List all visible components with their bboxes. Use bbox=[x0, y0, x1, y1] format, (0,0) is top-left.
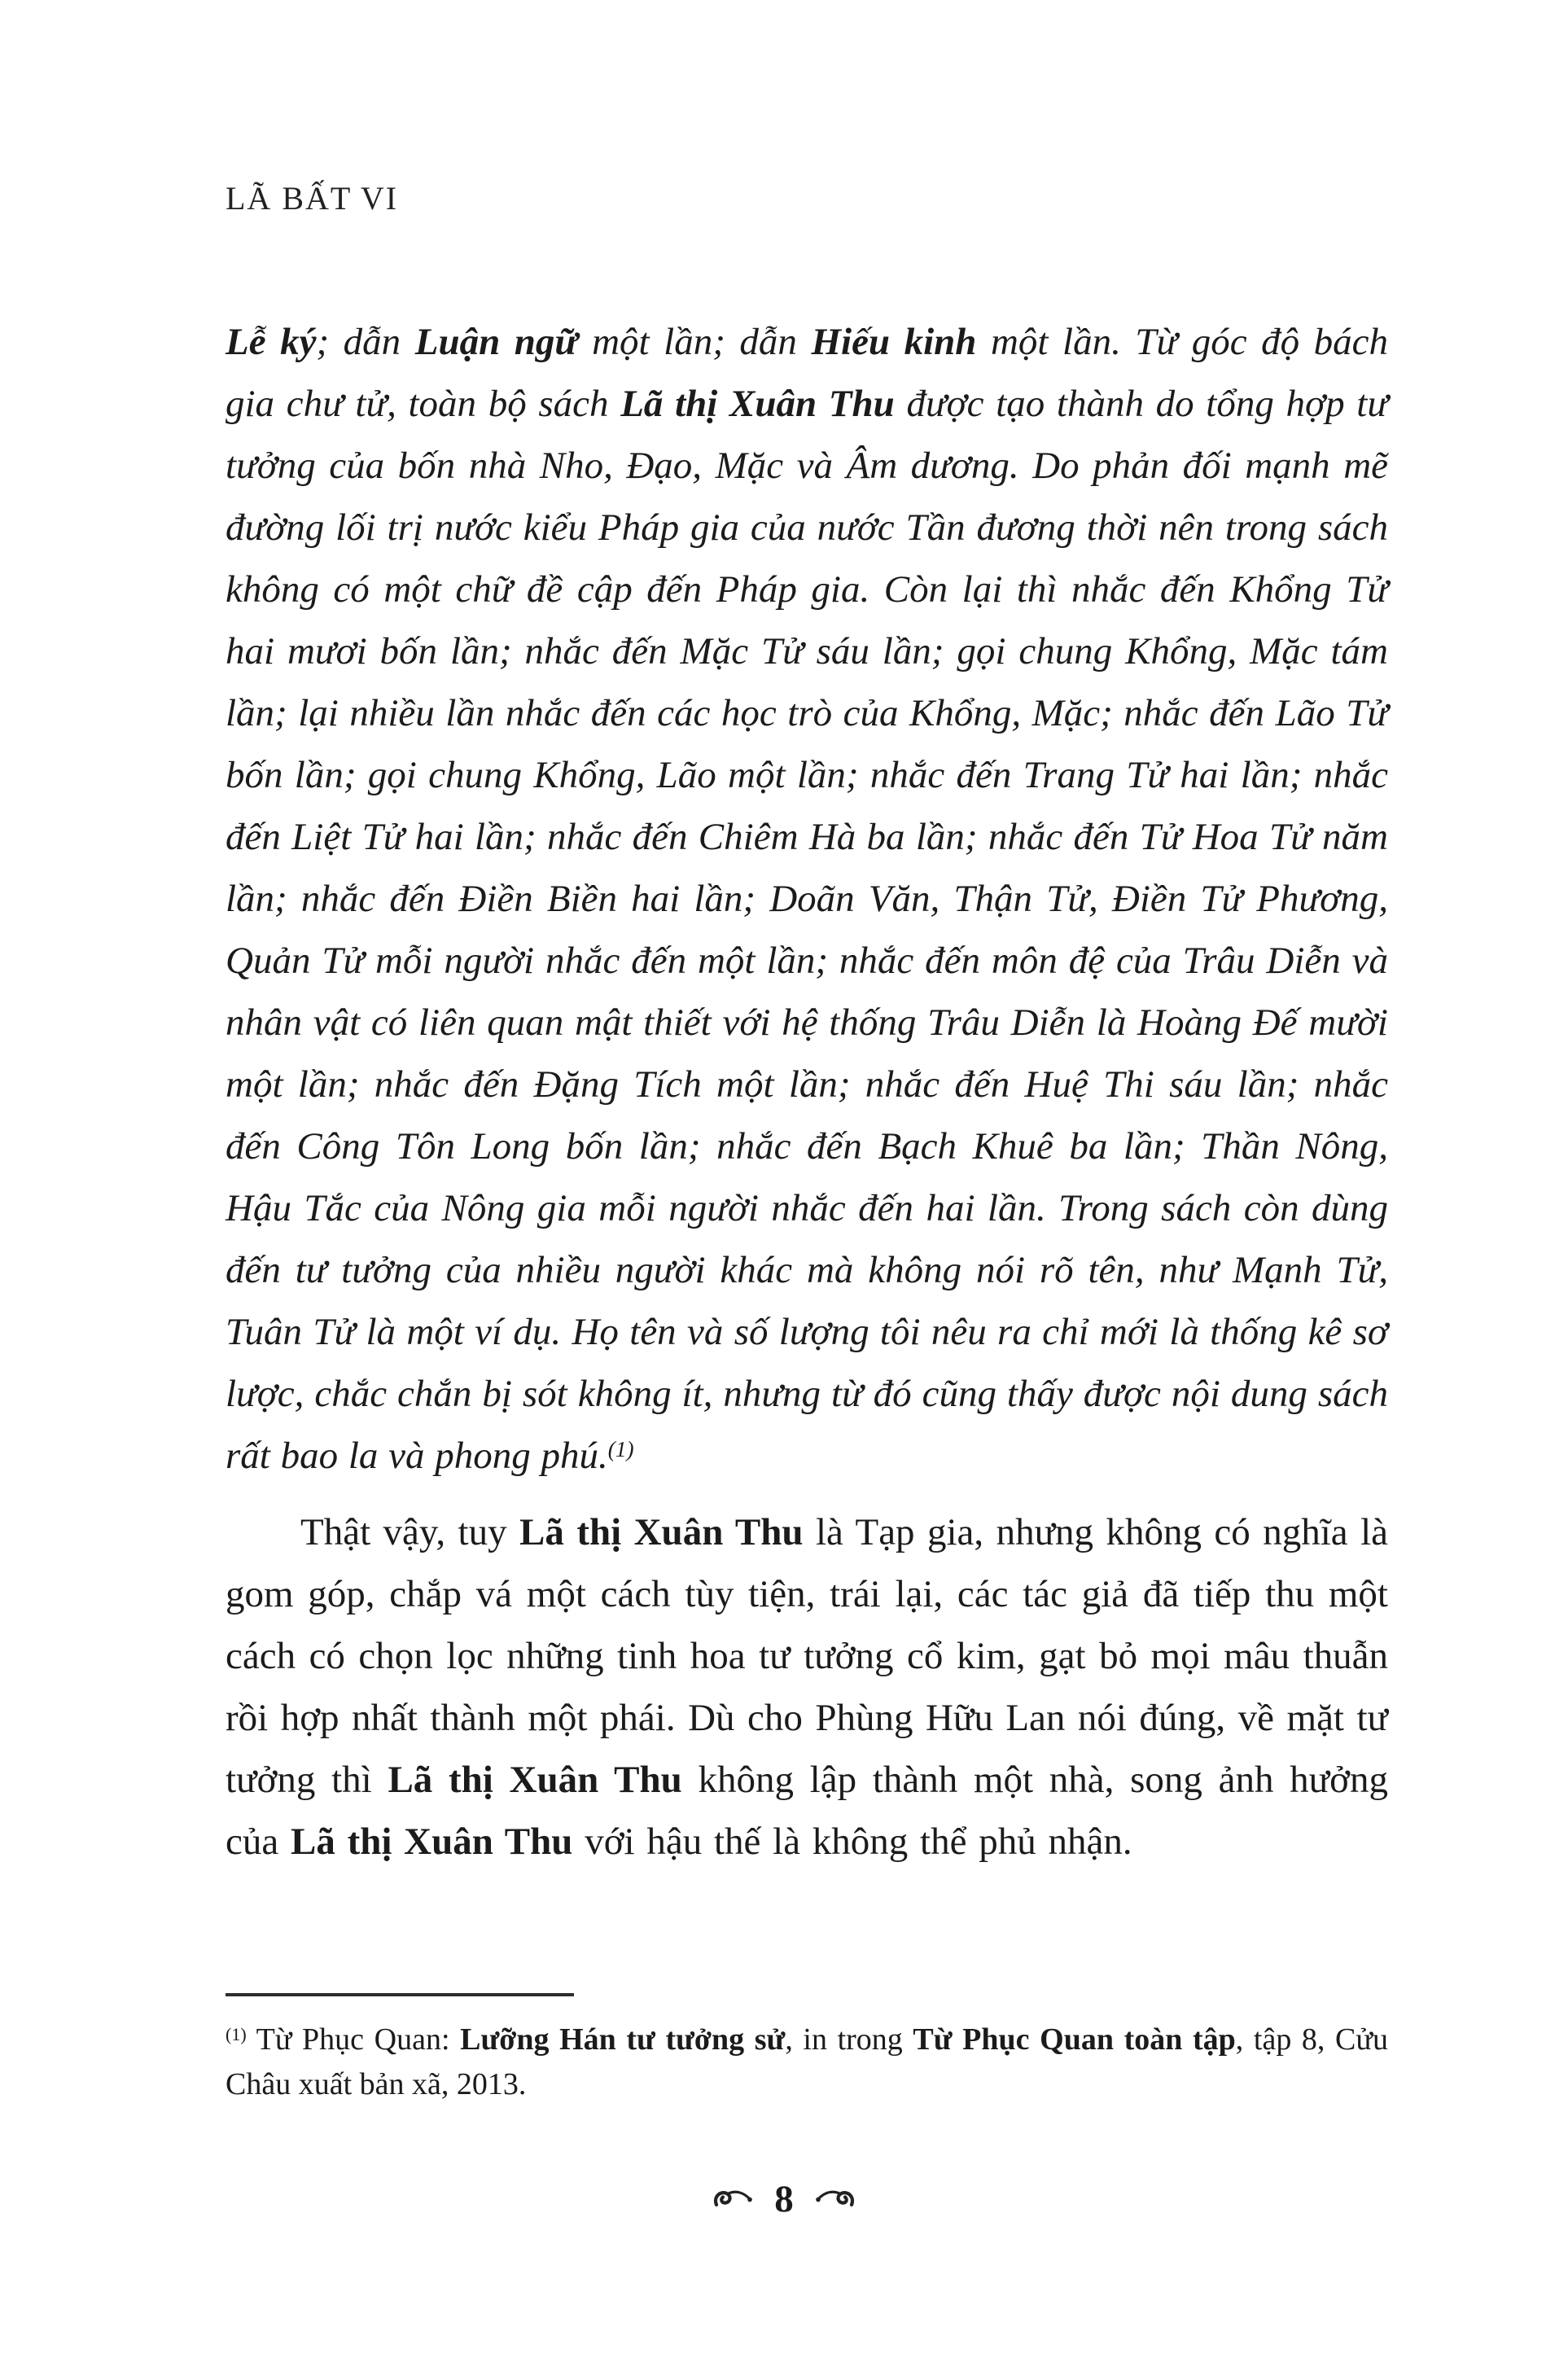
page-number: 8 bbox=[774, 2178, 794, 2220]
text-run: Thật vậy, tuy bbox=[300, 1511, 520, 1553]
running-header: LÃ BẤT VI bbox=[226, 180, 399, 217]
footnote-marker: (1) bbox=[226, 2024, 247, 2044]
paragraph-italic bbox=[226, 311, 1388, 1487]
footnote-separator-rule bbox=[226, 1993, 574, 1996]
text-run: Từ Phục Quan: bbox=[246, 2022, 461, 2057]
text-run: là Tạp gia, nhưng không có nghĩa là gom góp, chắp vá một cách tùy tiện, trái lại, các tác giả đã tiếp thu một cách có chọn lọc những tinh hoa tư tưởng cổ kim, gạt bỏ mọi mâu thuẫn rồi hợp nhất thành một phái. Dù cho Phùng Hữu Lan nói đúng, về mặt tư tưởng thì bbox=[226, 1511, 1388, 1801]
footnote-reference-marker: (1) bbox=[607, 1437, 634, 1461]
text-run: với hậu thế là không thể phủ nhận. bbox=[572, 1821, 1132, 1863]
footnote bbox=[226, 2018, 1388, 2107]
fleuron-swash-left-icon bbox=[712, 2189, 753, 2211]
text-run: ; dẫn bbox=[316, 321, 415, 363]
page-footer bbox=[0, 2180, 1568, 2219]
text-run: được tạo thành do tổng hợp tư tưởng của bốn nhà Nho, Đạo, Mặc và Âm dương. Do phản đối mạnh mẽ đường lối trị nước kiểu Pháp gia của nước Tần đương thời nên trong sách không có một chữ đề cập đến Pháp gia. Còn lại thì nhắc đến Khổng Tử hai mươi bốn lần; nhắc đến Mặc Tử sáu lần; gọi chung Khổng, Mặc tám lần; lại nhiều lần nhắc đến các học trò của Khổng, Mặc; nhắc đến Lão Tử bốn lần; gọi chung Khổng, Lão một lần; nhắc đến Trang Tử hai lần; nhắc đến Liệt Tử hai lần; nhắc đến Chiêm Hà ba lần; nhắc đến Tử Hoa Tử năm lần; nhắc đến Điền Biền hai lần; Doãn Văn, Thận Tử, Điền Tử Phương, Quản Tử mỗi người nhắc đến một lần; nhắc đến môn đệ của Trâu Diễn và nhân vật có liên quan mật thiết với hệ thống Trâu Diễn là Hoàng Đế mười một lần; nhắc đến Đặng Tích một lần; nhắc đến Huệ Thi sáu lần; nhắc đến Công Tôn Long bốn lần; nhắc đến Bạch Khuê ba lần; Thần Nông, Hậu Tắc của Nông gia mỗi người nhắc đến hai lần. Trong sách còn dùng đến tư tưởng của nhiều người khác mà không nói rõ tên, như Mạnh Tử, Tuân Tử là một ví dụ. Họ tên và số lượng tôi nêu ra chỉ mới là thống kê sơ lược, chắc chắn bị sót không ít, nhưng từ đó cũng thấy được nội dung sách rất bao la và phong phú. bbox=[226, 383, 1388, 1477]
text-run-book-title: Lã thị Xuân Thu bbox=[388, 1759, 682, 1801]
text-run-book-title: Lã thị Xuân Thu bbox=[620, 383, 895, 425]
paragraph-roman bbox=[226, 1501, 1388, 1873]
text-run: , tập 8, Cửu Châu xuất bản xã, 2013. bbox=[226, 2022, 1388, 2101]
text-run: không lập thành một nhà, song ảnh hưởng của bbox=[226, 1759, 1388, 1863]
text-run-book-title: Lưỡng Hán tư tưởng sử bbox=[460, 2022, 786, 2057]
text-run-book-title: Lã thị Xuân Thu bbox=[290, 1821, 573, 1863]
text-run: một lần; dẫn bbox=[577, 321, 812, 363]
text-run: một lần. Từ góc độ bách gia chư tử, toàn bộ sách bbox=[226, 321, 1389, 425]
text-run-book-title: Lễ ký bbox=[226, 321, 317, 363]
text-run-book-title: Luận ngữ bbox=[414, 321, 578, 363]
text-run-book-title: Từ Phục Quan toàn tập bbox=[913, 2022, 1236, 2057]
body-text-block bbox=[226, 311, 1388, 1873]
text-run-book-title: Lã thị Xuân Thu bbox=[519, 1511, 804, 1553]
text-run-book-title: Hiếu kinh bbox=[811, 321, 977, 363]
text-run: , in trong bbox=[785, 2022, 913, 2057]
fleuron-swash-right-icon bbox=[815, 2189, 856, 2211]
